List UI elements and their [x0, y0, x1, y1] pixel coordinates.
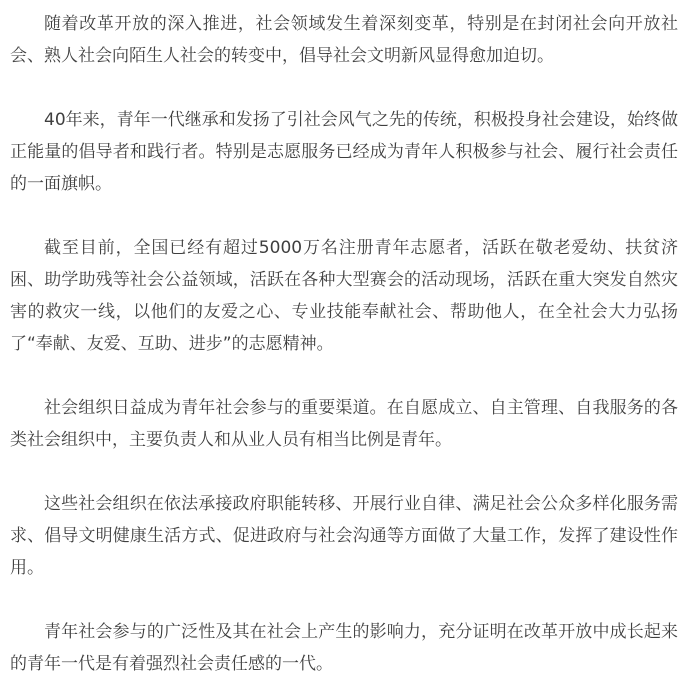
- paragraph-conclusion: 青年社会参与的广泛性及其在社会上产生的影响力，充分证明在改革开放中成长起来的青年一代是有着强烈社会责任感的一代。: [10, 622, 678, 674]
- paragraph-youth-forty-years: 40年来，青年一代继承和发扬了引社会风气之先的传统，积极投身社会建设，始终做正能量的倡导者和践行者。特别是志愿服务已经成为青年人积极参与社会、履行社会责任的一面旗帜。: [10, 110, 678, 194]
- paragraph-volunteers: 截至目前，全国已经有超过5000万名注册青年志愿者，活跃在敬老爱幼、扶贫济困、助学助残等社会公益领域，活跃在各种大型赛会的活动现场，活跃在重大突发自然灾害的救灾一线，以他们的友爱之心、专业技能奉献社会、帮助他人，在全社会大力弘扬了“奉献、友爱、互助、进步”的志愿精神。: [10, 238, 678, 354]
- paragraph-social-organizations: 社会组织日益成为青年社会参与的重要渠道。在自愿成立、自主管理、自我服务的各类社会组织中，主要负责人和从业人员有相当比例是青年。: [10, 398, 678, 450]
- paragraph-reform-background: 随着改革开放的深入推进，社会领域发生着深刻变革，特别是在封闭社会向开放社会、熟人社会向陌生人社会的转变中，倡导社会文明新风显得愈加迫切。: [10, 14, 678, 66]
- paragraph-organization-work: 这些社会组织在依法承接政府职能转移、开展行业自律、满足社会公众多样化服务需求、倡导文明健康生活方式、促进政府与社会沟通等方面做了大量工作，发挥了建设性作用。: [10, 494, 678, 578]
